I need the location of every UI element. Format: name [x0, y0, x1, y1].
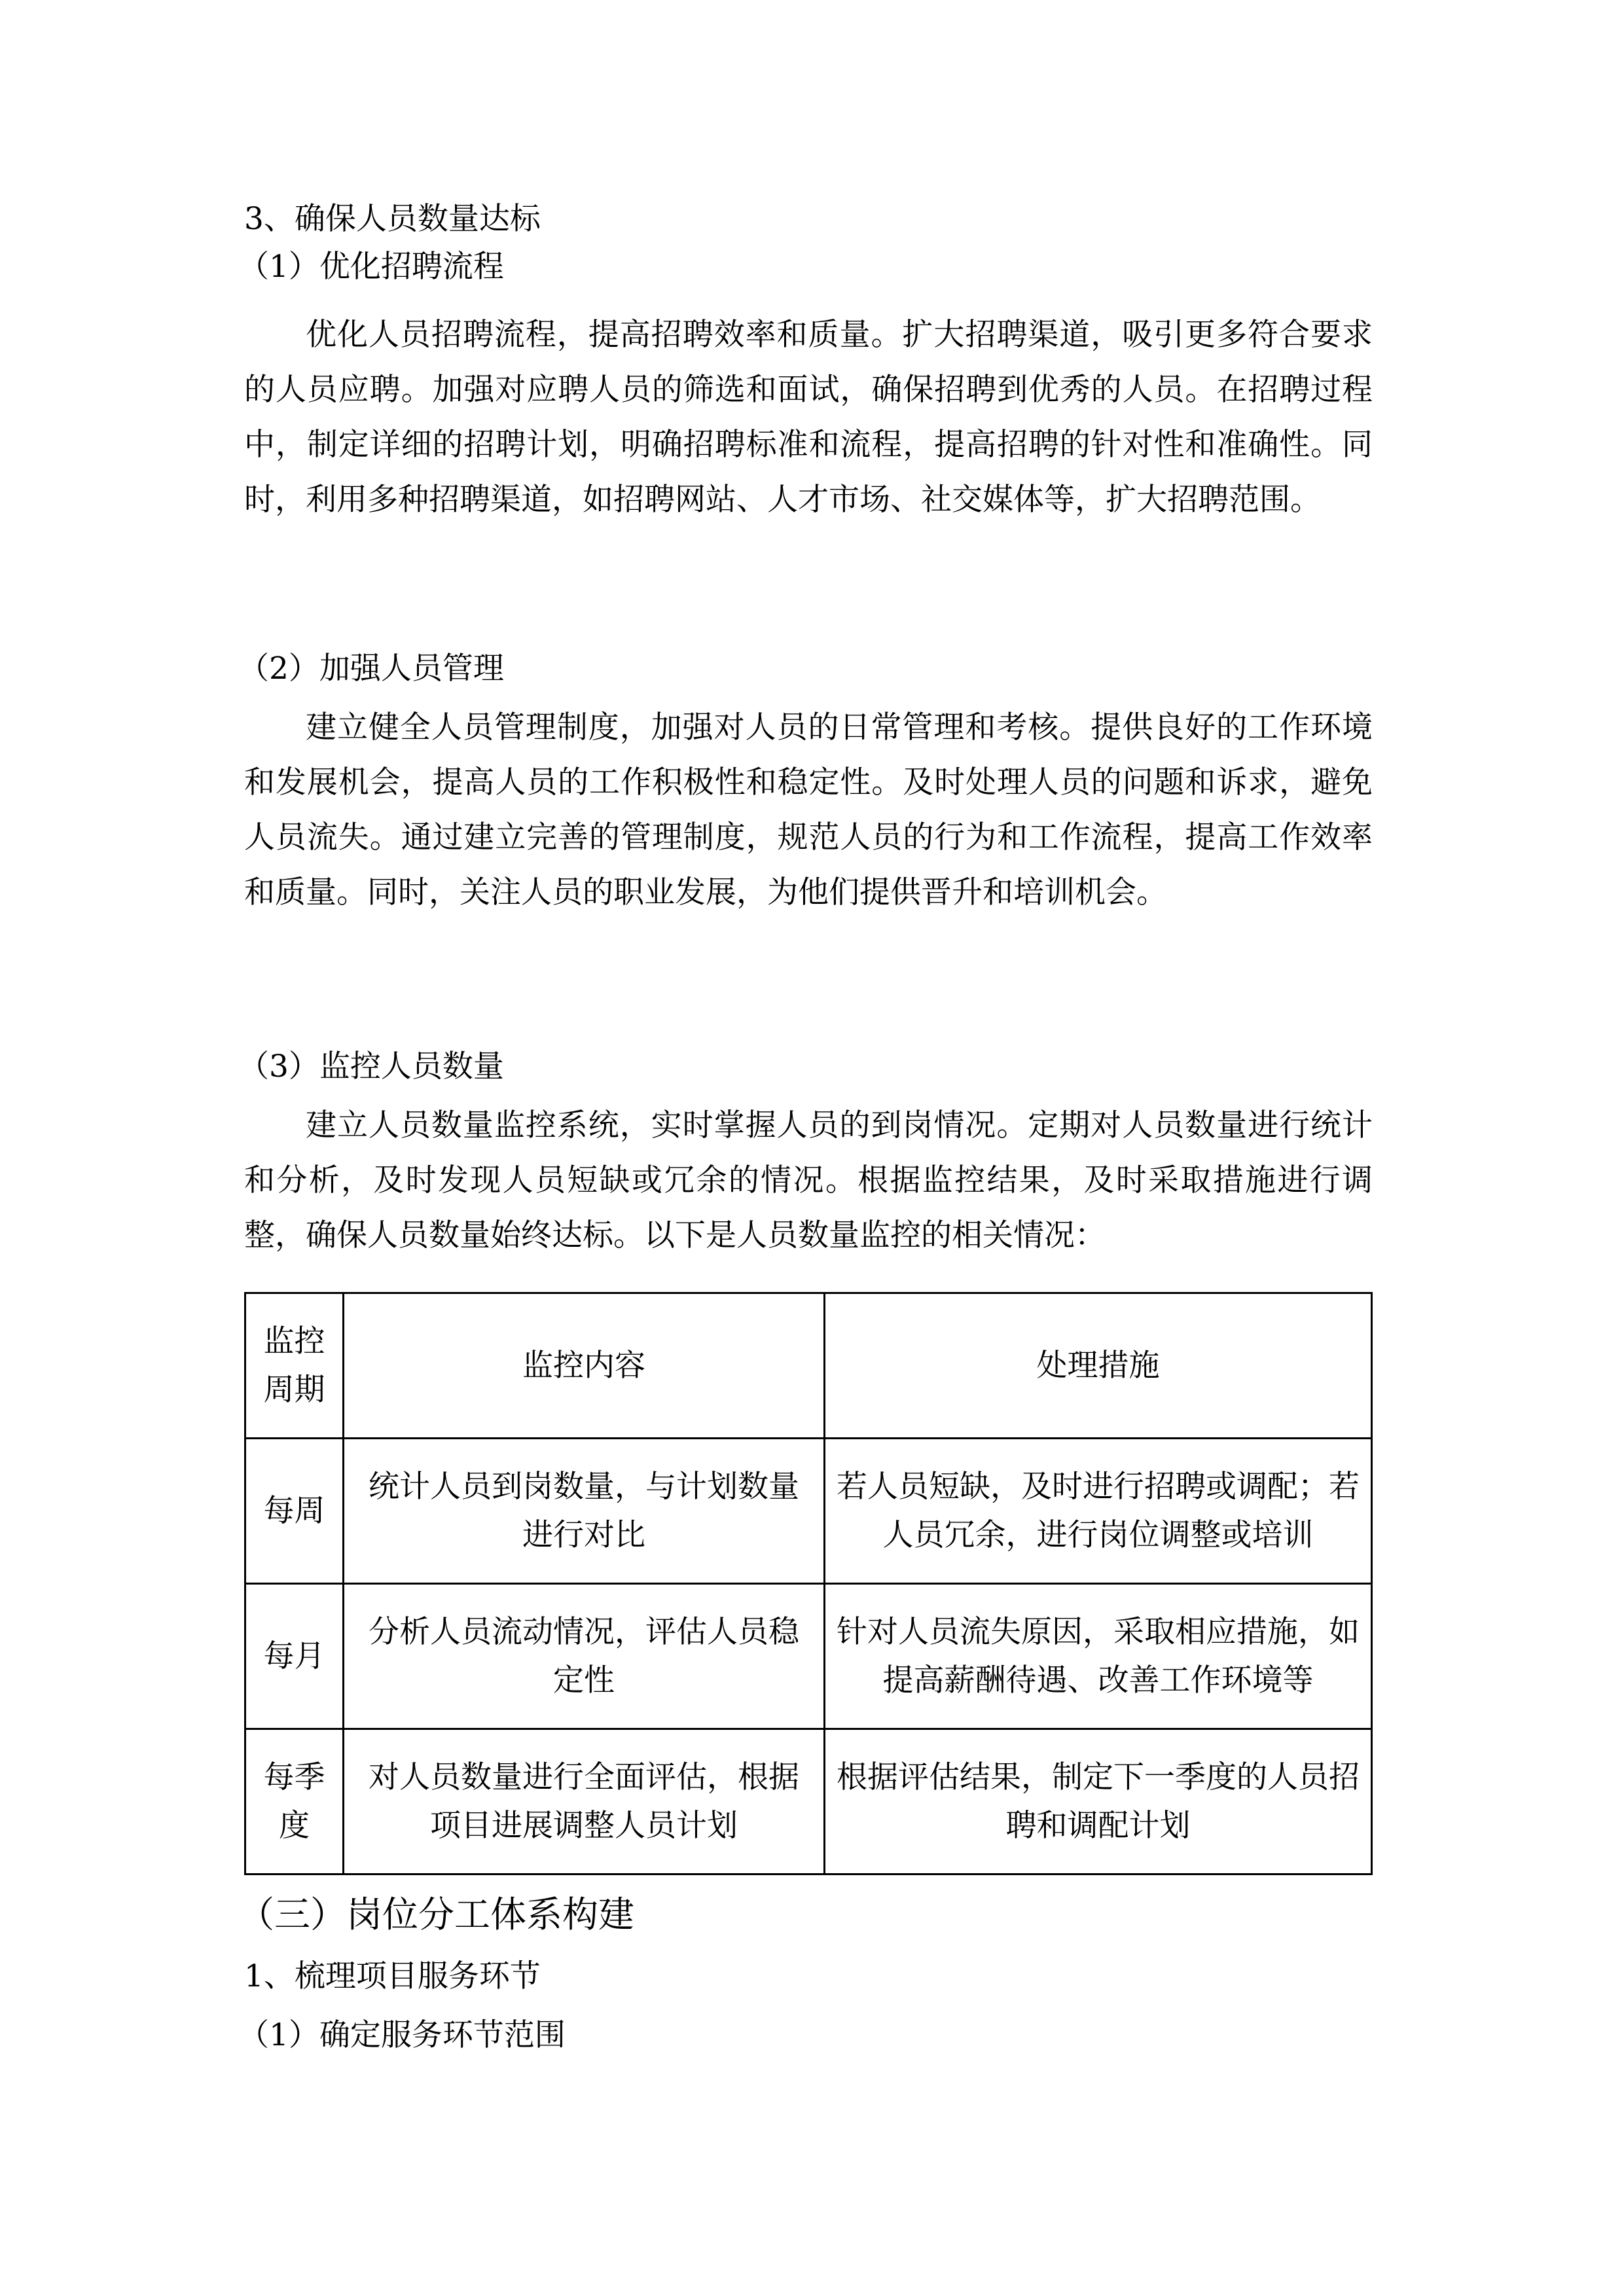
subsection-title-monitoring: （3）监控人员数量	[238, 1049, 504, 1085]
cell-measures: 若人员短缺，及时进行招聘或调配；若人员冗余，进行岗位调整或培训	[825, 1439, 1372, 1584]
cell-measures: 根据评估结果，制定下一季度的人员招聘和调配计划	[825, 1729, 1372, 1874]
paragraph-management: 建立健全人员管理制度，加强对人员的日常管理和考核。提供良好的工作环境和发展机会，提高人员的工作积极性和稳定性。及时处理人员的问题和诉求，避免人员流失。通过建立完善的管理制度，规范人员的行为和工作流程，提高工作效率和质量。同时，关注人员的职业发展，为他们提供晋升和培训机会。	[244, 709, 1373, 910]
table-row	[245, 1439, 1372, 1584]
subheading-service-links: 1、梳理项目服务环节	[244, 1958, 541, 1994]
subsection-title-management: （2）加强人员管理	[238, 651, 504, 687]
cell-period: 每周	[245, 1439, 344, 1584]
cell-measures: 针对人员流失原因，采取相应措施，如提高薪酬待遇、改善工作环境等	[825, 1584, 1372, 1729]
table-row	[245, 1584, 1372, 1729]
cell-content: 分析人员流动情况，评估人员稳定性	[344, 1584, 825, 1729]
paragraph-monitoring: 建立人员数量监控系统，实时掌握人员的到岗情况。定期对人员数量进行统计和分析，及时发现人员短缺或冗余的情况。根据监控结果，及时采取措施进行调整，确保人员数量始终达标。以下是人员数量监控的相关情况：	[244, 1107, 1373, 1253]
section-heading: （三）岗位分工体系构建	[238, 1893, 635, 1935]
header-period: 监控周期	[245, 1293, 344, 1439]
table-header-row	[245, 1293, 1372, 1439]
header-measures: 处理措施	[825, 1293, 1372, 1439]
section-title: 3、确保人员数量达标	[244, 201, 541, 237]
cell-period: 每月	[245, 1584, 344, 1729]
paragraph-recruitment: 优化人员招聘流程，提高招聘效率和质量。扩大招聘渠道，吸引更多符合要求的人员应聘。加强对应聘人员的筛选和面试，确保招聘到优秀的人员。在招聘过程中，制定详细的招聘计划，明确招聘标准和流程，提高招聘的针对性和准确性。同时，利用多种招聘渠道，如招聘网站、人才市场、社交媒体等，扩大招聘范围。	[244, 317, 1373, 518]
cell-content: 统计人员到岗数量，与计划数量进行对比	[344, 1439, 825, 1584]
header-content: 监控内容	[344, 1293, 825, 1439]
subheading-service-scope: （1）确定服务环节范围	[238, 2017, 566, 2053]
monitoring-table	[244, 1292, 1373, 1875]
table-row	[245, 1729, 1372, 1874]
subsection-title-recruitment: （1）优化招聘流程	[238, 249, 504, 285]
cell-period: 每季度	[245, 1729, 344, 1874]
cell-content: 对人员数量进行全面评估，根据项目进展调整人员计划	[344, 1729, 825, 1874]
